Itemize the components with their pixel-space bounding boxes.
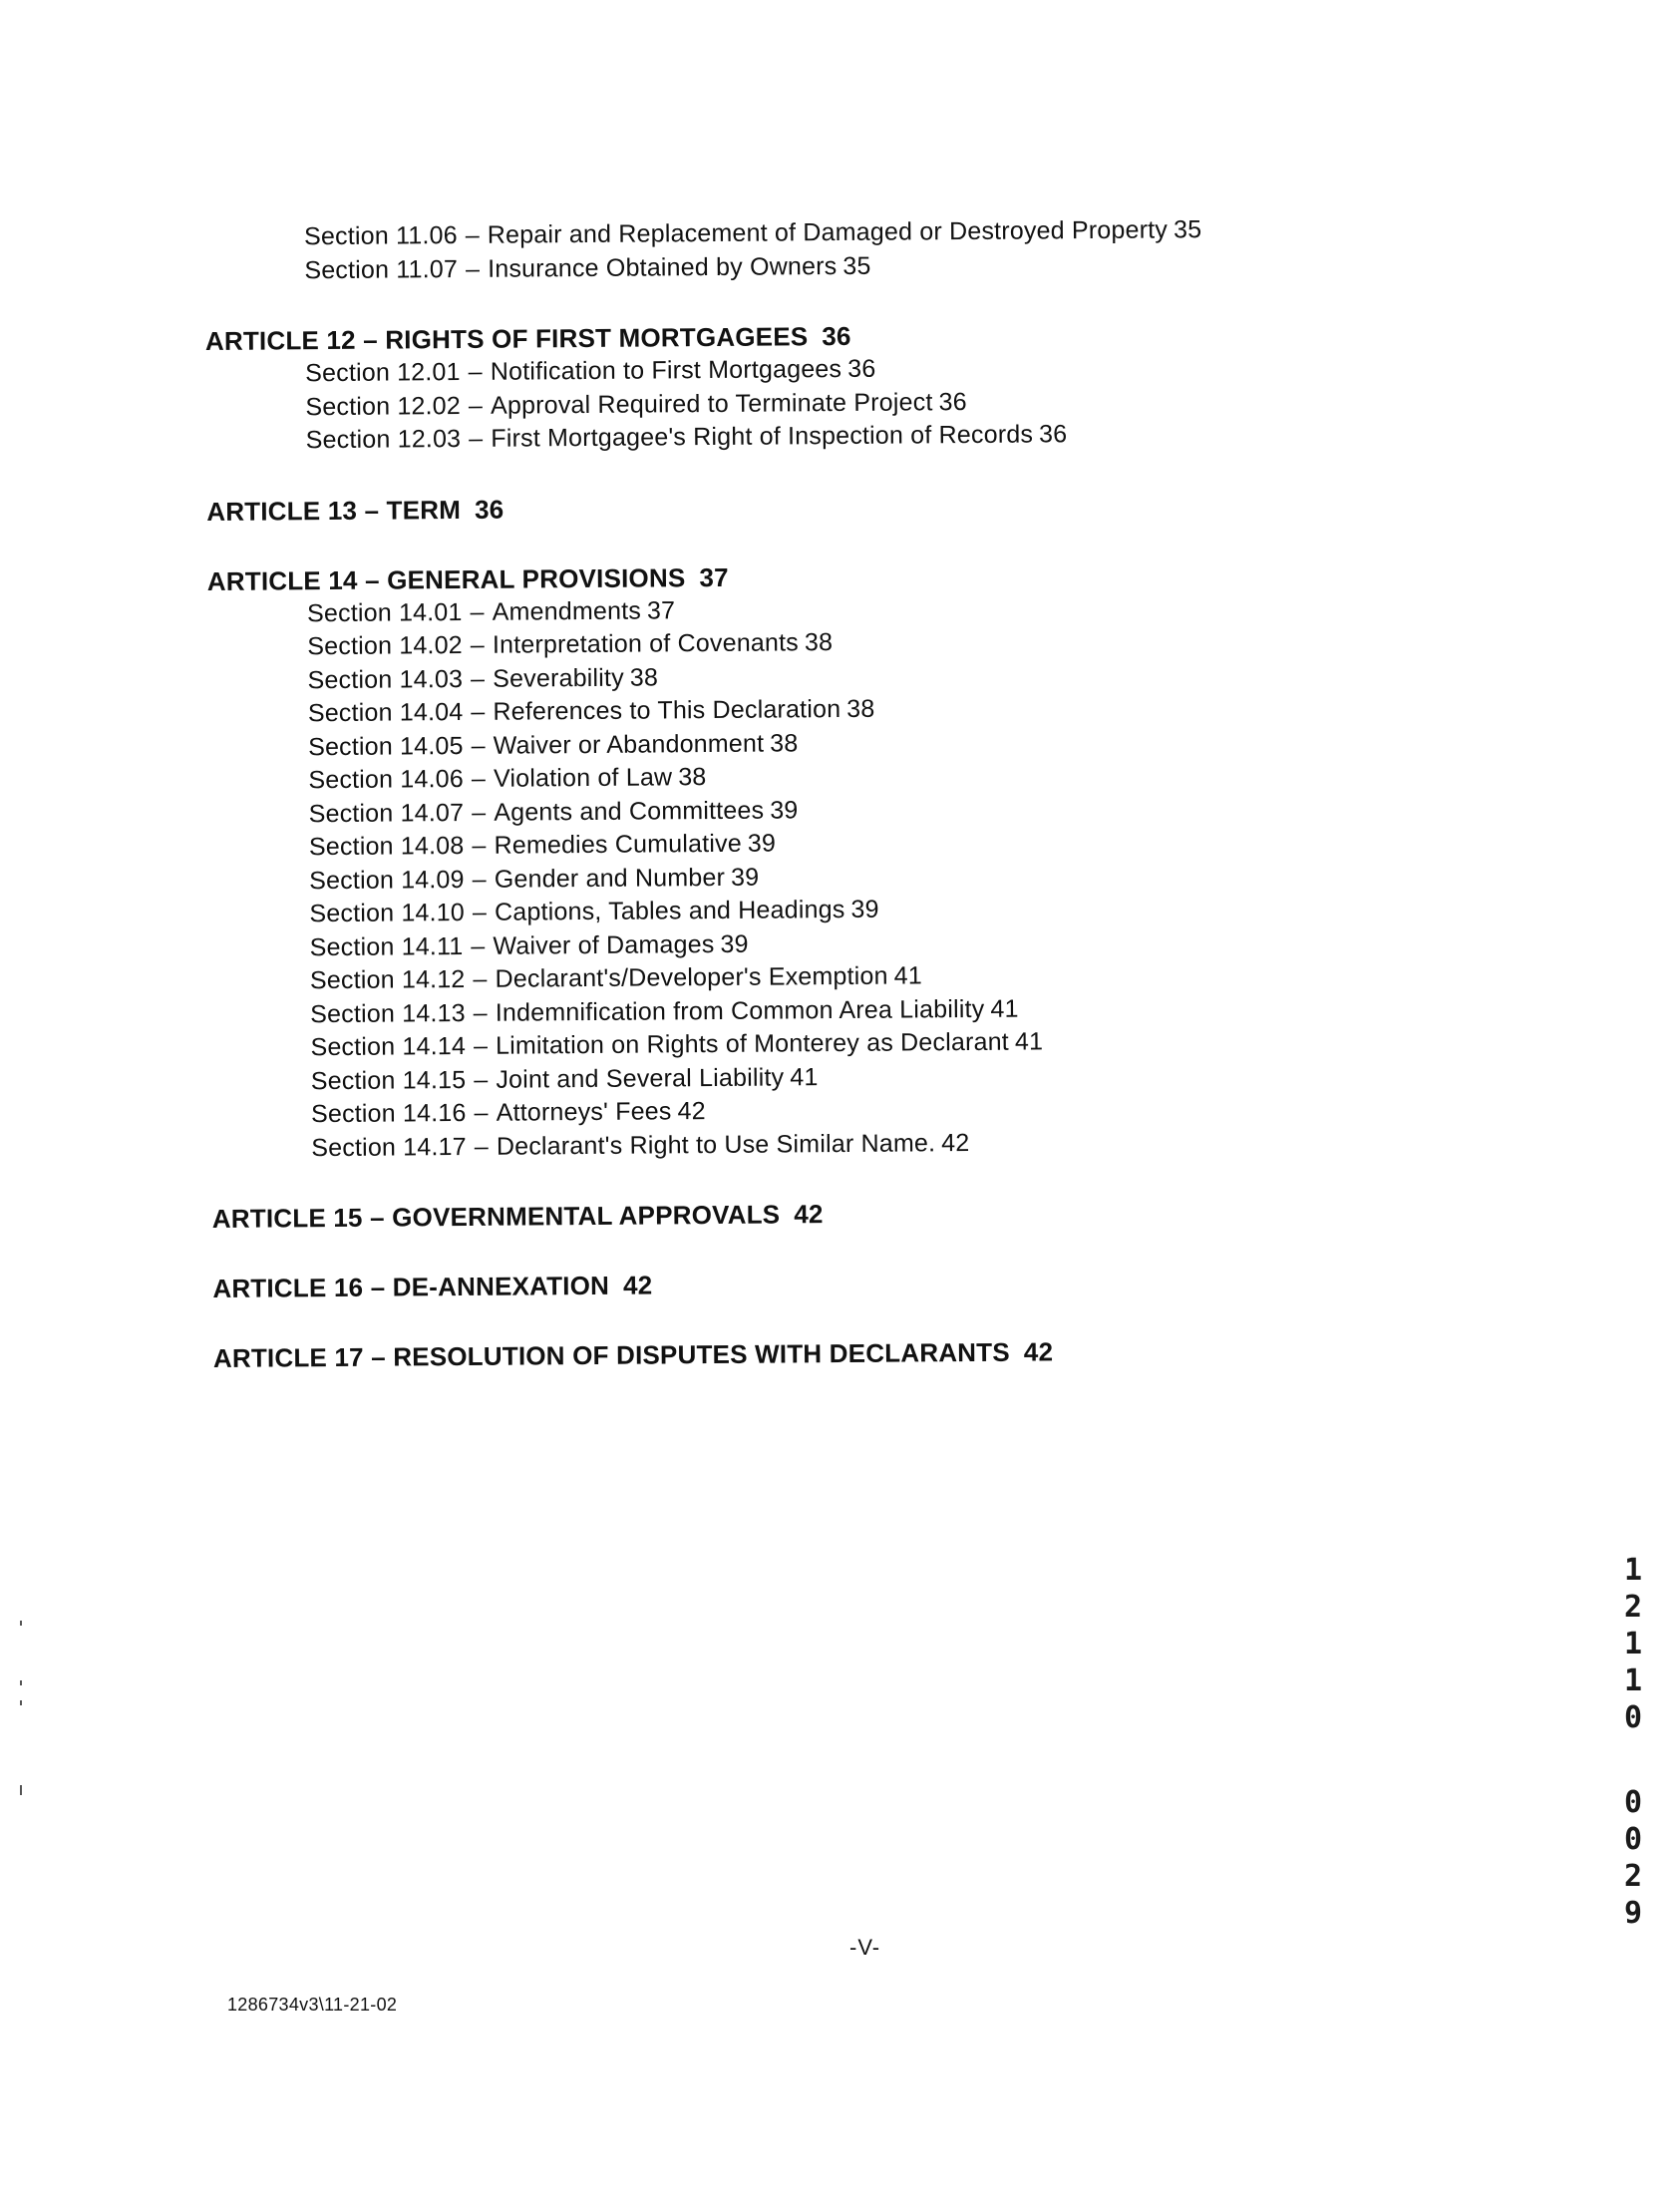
article-heading: ARTICLE 16 – DE-ANNEXATION 42 xyxy=(212,1270,653,1303)
article-page: 42 xyxy=(622,1270,653,1300)
toc-entry: Section 14.08 – Remedies Cumulative 39 xyxy=(308,829,777,862)
article-page: 37 xyxy=(699,561,729,592)
toc-entry: Section 14.16 – Attorneys' Fees 42 xyxy=(310,1097,706,1129)
section-title: Waiver or Abandonment xyxy=(493,729,765,760)
scan-speck xyxy=(20,1680,22,1685)
toc-entry: Section 14.07 – Agents and Committees 39 xyxy=(308,795,799,828)
section-title: Approval Required to Terminate Project xyxy=(490,387,933,420)
toc-article-14 xyxy=(207,554,1409,1166)
article-page: 36 xyxy=(822,320,851,352)
section-page: 37 xyxy=(646,595,676,625)
toc-entry: Section 14.14 – Limitation on Rights of Monterey as Declarant 41 xyxy=(310,1027,1044,1062)
article-heading: ARTICLE 14 – GENERAL PROVISIONS 37 xyxy=(206,561,729,596)
section-number: Section 14.14 xyxy=(310,1031,467,1062)
section-title: Gender and Number xyxy=(494,863,726,894)
section-number: Section 12.01 xyxy=(305,357,461,388)
section-title: Repair and Replacement of Damaged or Destroyed Property xyxy=(487,215,1169,249)
section-page: 39 xyxy=(747,829,777,858)
toc-entry: Section 14.02 – Interpretation of Covenants 38 xyxy=(307,628,834,661)
section-title: Agents and Committees xyxy=(494,796,765,827)
section-number: Section 14.15 xyxy=(310,1065,467,1095)
section-title: Limitation on Rights of Monterey as Declarant xyxy=(496,1027,1010,1060)
article-heading: ARTICLE 17 – RESOLUTION OF DISPUTES WITH DECLARANTS 42 xyxy=(212,1336,1054,1373)
section-page: 35 xyxy=(842,251,871,280)
section-title: Interpretation of Covenants xyxy=(492,628,800,659)
section-page: 36 xyxy=(1038,420,1068,449)
toc-article-16 xyxy=(212,1263,1409,1305)
section-number: Section 14.03 xyxy=(307,664,464,694)
section-page: 39 xyxy=(730,863,760,892)
toc-article-13 xyxy=(206,485,1403,528)
toc-entry: Section 14.01 – Amendments 37 xyxy=(306,595,676,627)
section-number: Section 14.09 xyxy=(309,865,465,895)
page-number: -V- xyxy=(849,1935,881,1960)
toc-entry: Section 14.15 – Joint and Several Liability 41 xyxy=(310,1062,819,1095)
toc-entry: Section 11.07 – Insurance Obtained by Owners 35 xyxy=(304,251,871,284)
toc-entry: Section 12.01 – Notification to First Mortgagees 36 xyxy=(305,354,876,388)
section-number: Section 12.02 xyxy=(305,391,462,421)
article-page: 42 xyxy=(794,1199,824,1230)
recording-number-stamp: 1 2 1 1 0 0 0 2 9 xyxy=(1623,1553,1643,1931)
section-title: Remedies Cumulative xyxy=(494,829,742,860)
section-page: 41 xyxy=(990,994,1019,1023)
section-page: 42 xyxy=(941,1128,970,1157)
section-title: Indemnification from Common Area Liability xyxy=(495,994,985,1027)
article-heading: ARTICLE 12 – RIGHTS OF FIRST MORTGAGEES 36 xyxy=(204,320,851,356)
toc-entry: Section 14.10 – Captions, Tables and Headings 39 xyxy=(309,895,879,928)
toc-entry: Section 14.03 – Severability 38 xyxy=(307,662,659,694)
scan-speck xyxy=(20,1621,22,1626)
toc-entry: Section 14.09 – Gender and Number 39 xyxy=(309,863,760,895)
section-number: Section 11.06 xyxy=(304,221,458,251)
section-page: 39 xyxy=(720,929,749,958)
section-title: Declarant's Right to Use Similar Name. xyxy=(496,1128,936,1161)
toc-entry: Section 14.17 – Declarant's Right to Use Similar Name. 42 xyxy=(311,1128,970,1162)
section-list xyxy=(305,349,1403,458)
article-page: 42 xyxy=(1023,1336,1054,1367)
toc-entry: Section 11.06 – Repair and Replacement of Damaged or Destroyed Property 35 xyxy=(304,215,1202,251)
scan-speck xyxy=(20,1700,22,1705)
section-title: Attorneys' Fees xyxy=(496,1097,672,1127)
toc-article-12 xyxy=(205,315,1403,459)
section-title: Captions, Tables and Headings xyxy=(494,895,845,926)
toc-entry: Section 14.04 – References to This Declaration 38 xyxy=(307,694,875,728)
section-number: Section 14.17 xyxy=(311,1132,467,1162)
section-number: Section 14.04 xyxy=(307,697,464,728)
section-title: Joint and Several Liability xyxy=(496,1062,785,1094)
section-list xyxy=(304,212,1401,288)
section-title: Notification to First Mortgagees xyxy=(490,354,842,386)
scan-speck xyxy=(20,1785,22,1795)
article-page: 36 xyxy=(474,494,504,525)
section-number: Section 14.08 xyxy=(308,831,465,862)
table-of-contents xyxy=(204,212,1410,1375)
section-number: Section 11.07 xyxy=(304,254,459,284)
section-number: Section 14.10 xyxy=(309,898,466,928)
toc-entry: Section 14.11 – Waiver of Damages 39 xyxy=(309,929,749,961)
section-page: 41 xyxy=(893,961,923,990)
section-number: Section 14.16 xyxy=(310,1098,467,1129)
section-number: Section 14.01 xyxy=(306,597,463,627)
toc-entry: Section 14.06 – Violation of Law 38 xyxy=(308,763,707,795)
toc-entry: Section 12.03 – First Mortgagee's Right of Inspection of Records 36 xyxy=(305,420,1068,455)
section-number: Section 14.07 xyxy=(308,798,465,828)
section-title: References to This Declaration xyxy=(493,695,841,726)
toc-continuation-11 xyxy=(204,212,1401,288)
toc-entry: Section 14.12 – Declarant's/Developer's Exemption 41 xyxy=(309,961,923,995)
section-page: 41 xyxy=(1014,1027,1044,1056)
section-list xyxy=(307,588,1408,1165)
section-number: Section 14.02 xyxy=(307,630,463,661)
toc-entry: Section 12.02 – Approval Required to Terminate Project 36 xyxy=(305,387,967,421)
section-number: Section 12.03 xyxy=(305,424,462,455)
section-number: Section 14.13 xyxy=(310,998,466,1028)
section-page: 38 xyxy=(846,694,875,723)
section-page: 38 xyxy=(770,728,799,758)
section-page: 35 xyxy=(1173,215,1202,244)
section-title: Amendments xyxy=(492,596,642,626)
section-page: 39 xyxy=(770,795,799,825)
section-page: 38 xyxy=(804,628,834,657)
document-id: 1286734v3\11-21-02 xyxy=(227,1995,398,2015)
section-number: Section 14.12 xyxy=(309,964,466,995)
section-number: Section 14.11 xyxy=(309,931,464,961)
section-page: 38 xyxy=(678,763,707,792)
article-heading: ARTICLE 13 – TERM 36 xyxy=(206,494,504,527)
toc-entry: Section 14.05 – Waiver or Abandonment 38 xyxy=(308,728,799,761)
toc-article-15 xyxy=(212,1193,1409,1236)
section-title: Waiver of Damages xyxy=(493,929,715,960)
section-page: 36 xyxy=(847,354,876,383)
section-title: Severability xyxy=(493,663,624,693)
section-number: Section 14.05 xyxy=(308,731,464,761)
toc-article-17 xyxy=(213,1332,1410,1375)
section-page: 36 xyxy=(938,387,967,416)
toc-entry: Section 14.13 – Indemnification from Common Area Liability 41 xyxy=(310,994,1019,1028)
section-page: 39 xyxy=(850,895,879,923)
section-title: First Mortgagee's Right of Inspection of Records xyxy=(491,420,1034,453)
section-title: Declarant's/Developer's Exemption xyxy=(495,961,888,993)
article-heading: ARTICLE 15 – GOVERNMENTAL APPROVALS 42 xyxy=(211,1199,824,1234)
section-number: Section 14.06 xyxy=(308,764,465,795)
section-page: 41 xyxy=(790,1062,819,1091)
section-title: Insurance Obtained by Owners xyxy=(488,251,838,283)
section-title: Violation of Law xyxy=(493,763,673,793)
section-page: 42 xyxy=(677,1097,706,1126)
section-page: 38 xyxy=(629,662,659,692)
